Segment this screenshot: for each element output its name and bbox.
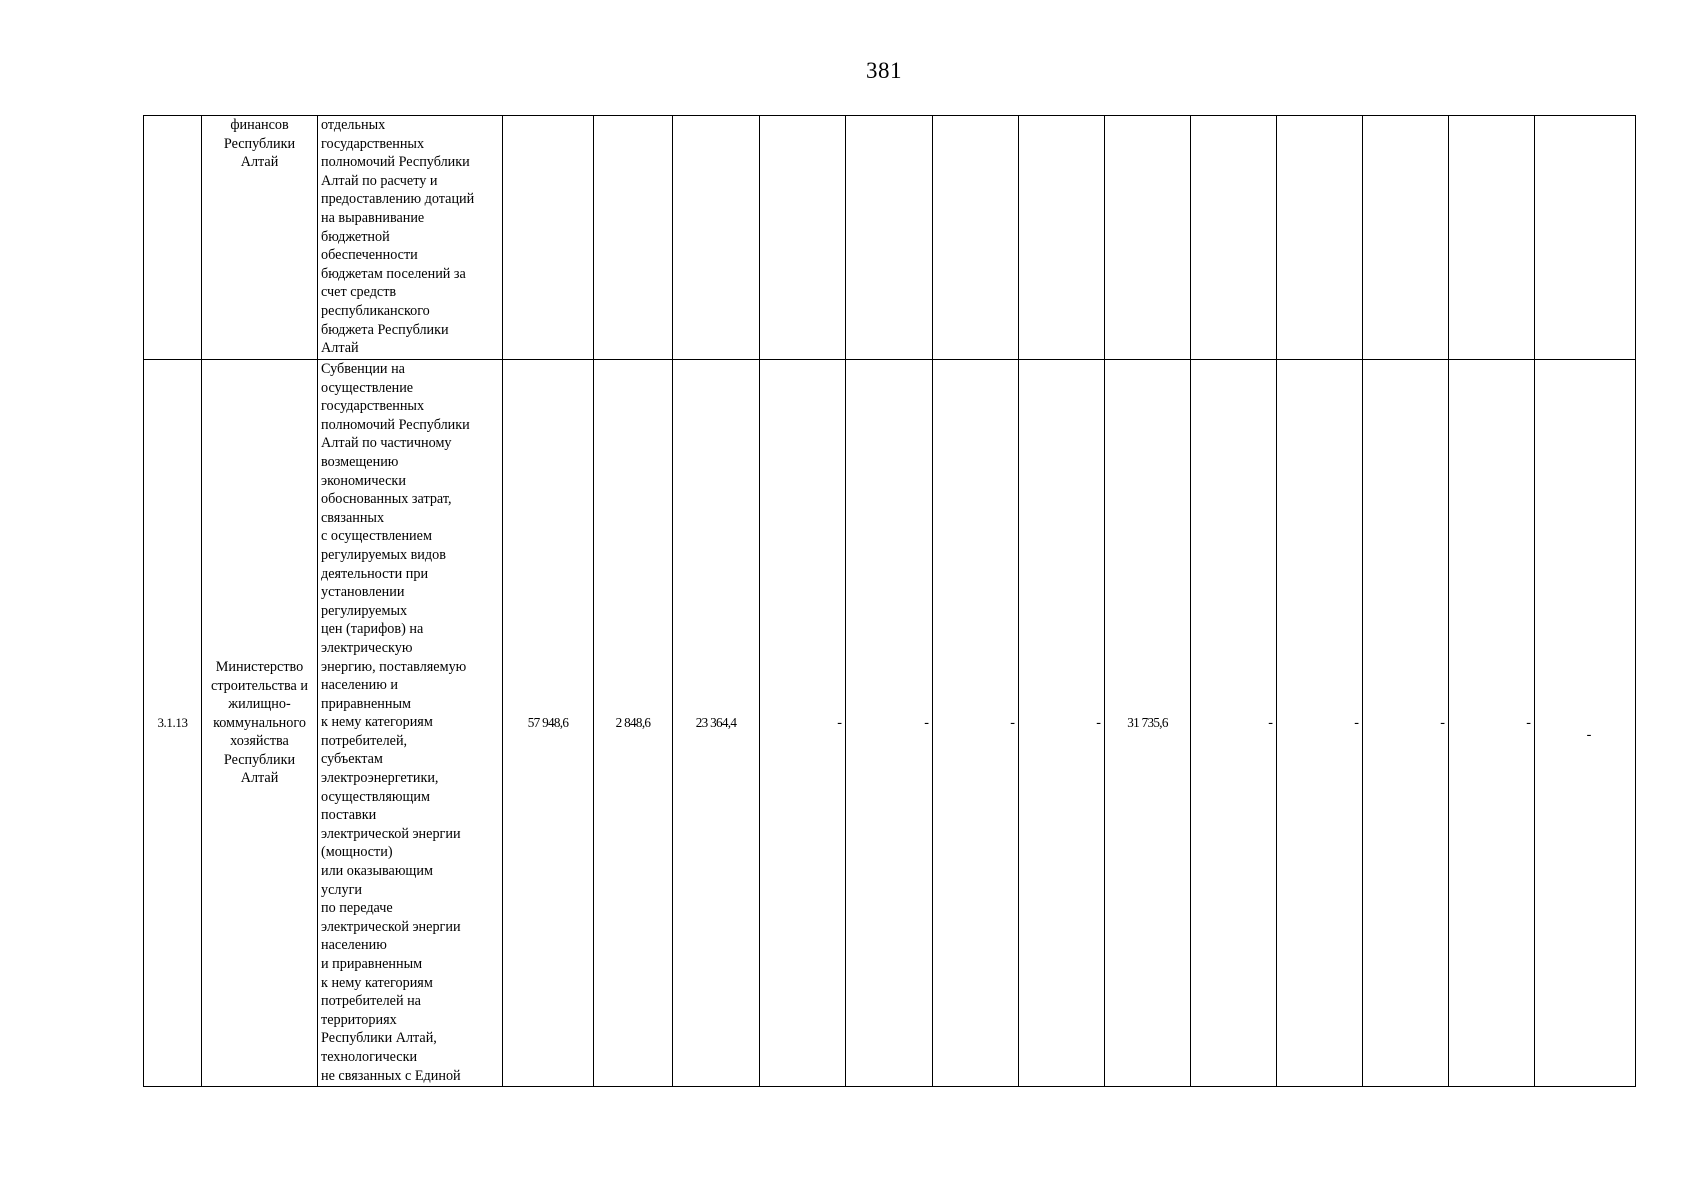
value-cell [760,116,846,360]
value-cell-total: 57 948,6 [503,360,594,1087]
text-line: Республики [223,135,296,152]
text-line: счет средств [321,284,397,301]
value-text: - [1586,726,1592,743]
text-line: территориях [321,1011,397,1028]
text-line: Республики [223,751,296,768]
value-cell: - [846,360,933,1087]
value-cell: - [1363,360,1449,1087]
text-line: осуществление [321,379,414,396]
text-line: на выравнивание [321,209,425,226]
value-cell [503,116,594,360]
row-number-cell [144,116,202,360]
text-line: полномочий Республики [321,416,470,433]
text-line: коммунального [213,714,306,731]
text-line: цен (тарифов) на [321,621,424,638]
budget-table [143,115,1636,1087]
text-line: электрическую [321,639,413,656]
text-line: приравненным [321,695,411,712]
text-line: потребителей на [321,993,421,1010]
value-cell [1019,116,1105,360]
text-line: Республики Алтай, [321,1030,437,1047]
row-number-cell: 3.1.13 [144,360,202,1087]
value-cell [1535,360,1636,1087]
text-line: бюджета Республики [321,321,449,338]
page-number: 381 [866,58,902,83]
text-line: поставки [321,807,377,824]
text-line: Алтай [240,154,279,171]
text-line: обеспеченности [321,247,418,264]
measure-name-text [321,360,499,1085]
value-cell: - [1191,360,1277,1087]
text-line: отдельных [321,117,386,133]
text-line: возмещению [321,453,399,470]
text-line: установлении [321,584,405,601]
text-line: к нему категориям [321,974,433,991]
text-line: строительства и [211,677,308,694]
text-line: финансов [230,117,289,133]
value-cell: - [1277,360,1363,1087]
text-line: или оказывающим [321,863,433,880]
executor-text [205,658,314,788]
value-cell [1535,116,1636,360]
table-row-3-1-13 [144,360,1636,1087]
text-line: государственных [321,135,425,152]
text-line: бюджетам поселений за [321,265,466,282]
text-line: государственных [321,398,425,415]
text-line: к нему категориям [321,714,433,731]
text-line: электрической энергии [321,918,461,935]
text-line: электрической энергии [321,825,461,842]
text-line: экономически [321,472,406,489]
value-cell [1363,116,1449,360]
text-line: осуществляющим [321,788,430,805]
executor-cell [202,360,318,1087]
text-line: и приравненным [321,956,423,972]
executor-cell [202,116,318,360]
text-line: по передаче [321,900,393,917]
text-line: Субвенции на [321,361,405,377]
value-cell [933,116,1019,360]
text-line: связанных [321,509,385,526]
text-line: услуги [321,881,362,898]
value-cell: - [760,360,846,1087]
text-line: деятельности при [321,565,429,582]
value-cell [1105,116,1191,360]
text-line: с осуществлением [321,528,432,545]
measure-name-cell [318,116,503,360]
value-cell [594,116,673,360]
value-cell: - [933,360,1019,1087]
value-cell: 31 735,6 [1105,360,1191,1087]
measure-name-cell [318,360,503,1087]
value-cell [1277,116,1363,360]
text-line: технологически [321,1048,418,1065]
text-line: не связанных с Единой [321,1067,461,1084]
executor-text [205,116,314,172]
text-line: электроэнергетики, [321,770,439,787]
value-cell: 2 848,6 [594,360,673,1087]
value-cell: - [1449,360,1535,1087]
text-line: бюджетной [321,228,390,245]
text-line: Алтай по частичному [321,435,452,452]
text-line: Алтай [240,770,279,787]
text-line: регулируемых видов [321,546,446,563]
text-line: Министерство [215,658,304,675]
measure-name-text [321,116,499,358]
table-row-continuation [144,116,1636,360]
value-cell [1191,116,1277,360]
text-line: хозяйства [230,733,289,750]
text-line: предоставлению дотаций [321,191,475,208]
text-line: населению [321,937,387,954]
text-line: Алтай по расчету и [321,172,438,189]
text-line: республиканского [321,302,430,319]
value-cell: - [1019,360,1105,1087]
text-line: обоснованных затрат, [321,491,452,508]
text-line: жилищно- [228,696,291,713]
text-line: энергию, поставляемую [321,658,467,675]
text-line: населению и [321,677,398,694]
value-cell [673,116,760,360]
value-cell: 23 364,4 [673,360,760,1087]
text-line: регулируемых [321,602,408,619]
value-cell [846,116,933,360]
text-line: потребителей, [321,732,408,749]
value-cell [1449,116,1535,360]
text-line: (мощности) [321,844,393,861]
text-line: субъектам [321,751,383,768]
text-line: Алтай [321,340,359,357]
text-line: полномочий Республики [321,154,470,171]
